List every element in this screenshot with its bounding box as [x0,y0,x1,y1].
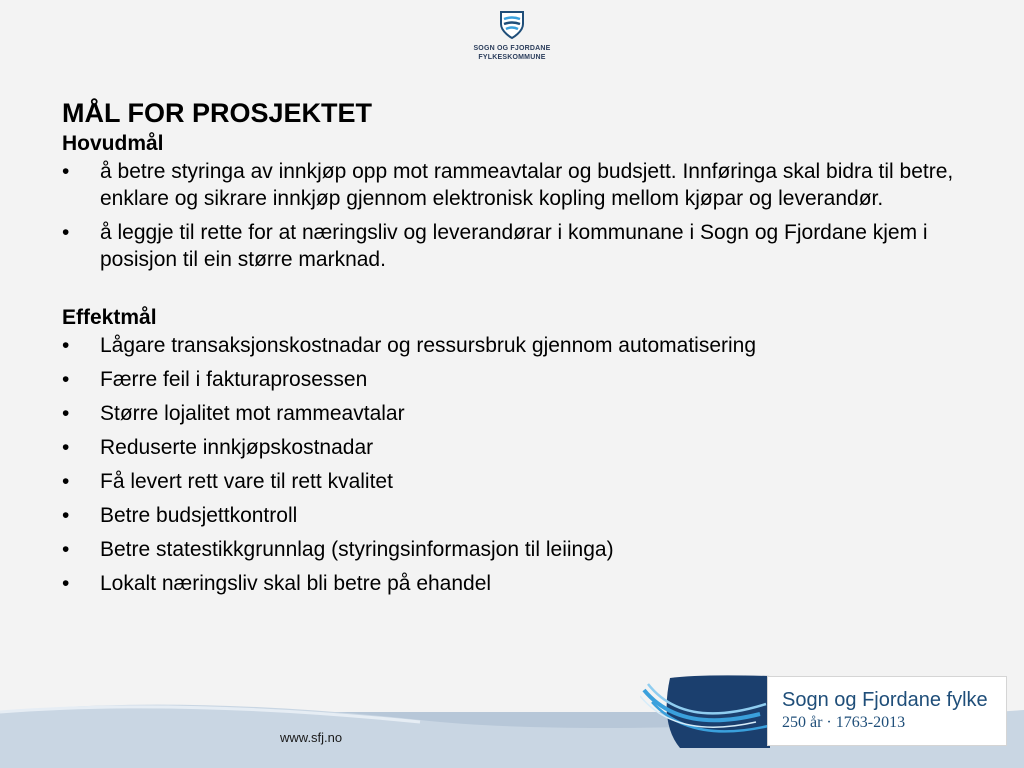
list-item-text: Få levert rett vare til rett kvalitet [100,470,393,493]
slide-title: MÅL FOR PROSJEKTET [62,98,373,128]
bullet-icon: • [62,160,70,183]
list-item [62,502,962,529]
main-goal-list [62,158,962,273]
bullet-icon: • [62,436,70,459]
bullet-icon: • [62,572,70,595]
bullet-icon: • [62,538,70,561]
bullet-icon: • [62,221,70,244]
bullet-icon: • [62,504,70,527]
list-item [62,332,962,359]
list-item [62,219,962,273]
list-item [62,434,962,461]
website-link[interactable]: www.sfj.no [280,730,343,745]
list-item [62,158,962,212]
bullet-icon: • [62,334,70,357]
list-item-text: å leggje til rette for at næringsliv og leverandørar i kommunane i Sogn og Fjordane kjem i posisjon til ein større marknad. [100,221,928,271]
list-item [62,366,962,393]
county-logo [462,10,562,62]
list-item [62,570,962,597]
list-item-text: Betre statestikkgrunnlag (styringsinformasjon til leiinga) [100,538,614,561]
list-item [62,536,962,563]
list-item-text: Lokalt næringsliv skal bli betre på ehandel [100,572,492,595]
list-item-text: å betre styringa av innkjøp opp mot rammeavtalar og budsjett. Innføringa skal bidra til betre, enklare og sikrare innkjøp gjennom elektronisk kopling mellom kjøpar og leverandør. [100,160,954,210]
list-item-text: Lågare transaksjonskostnadar og ressursbruk gjennom automatisering [100,334,757,357]
list-item-text: Reduserte innkjøpskostnadar [100,436,374,459]
logo-text [462,44,562,62]
list-item-text: Betre budsjettkontroll [100,504,298,527]
logo-line-1: SOGN OG FJORDANE [473,45,551,52]
section-spacer [62,280,962,304]
bullet-icon: • [62,402,70,425]
brand-name: Sogn og Fjordane fylke [782,689,988,711]
effect-goal-heading: Effektmål [62,306,157,329]
list-item-text: Færre feil i fakturaprosessen [100,368,368,391]
bullet-icon: • [62,470,70,493]
brand-subtitle: 250 år · 1763-2013 [782,714,906,731]
list-item-text: Større lojalitet mot rammeavtalar [100,402,405,425]
bullet-icon: • [62,368,70,391]
logo-line-2: FYLKESKOMMUNE [478,54,546,61]
list-item [62,400,962,427]
shield-logo-icon [499,10,525,40]
wave-graphic-icon [640,674,780,748]
anniversary-brand [640,674,1008,748]
brand-box [767,676,1007,746]
list-item [62,468,962,495]
slide-content [62,96,962,604]
main-goal-heading: Hovudmål [62,132,164,155]
effect-goal-list [62,332,962,597]
